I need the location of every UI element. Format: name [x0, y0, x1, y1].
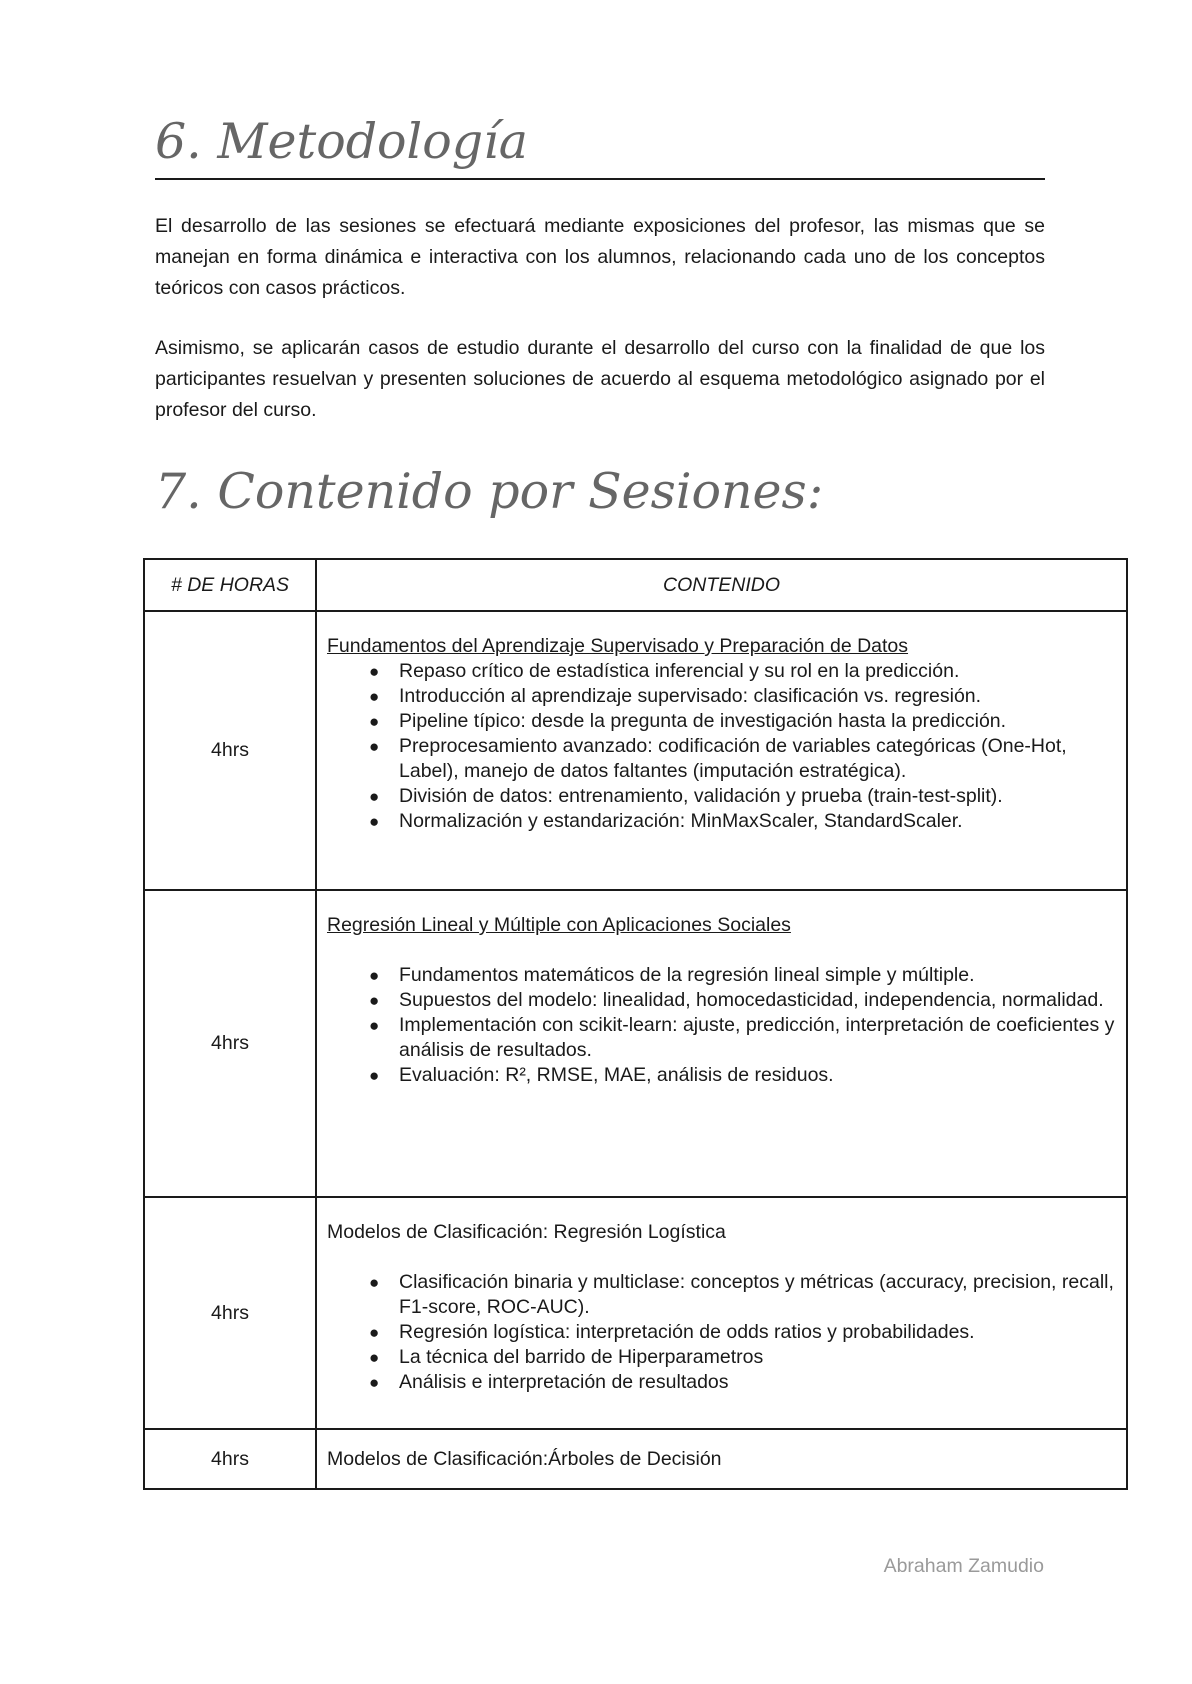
list-item — [369, 1270, 1116, 1320]
list-item-text: Supuestos del modelo: linealidad, homocedasticidad, independencia, normalidad. — [399, 989, 1104, 1011]
session-topic: Fundamentos del Aprendizaje Supervisado y Preparación de Datos — [327, 635, 909, 657]
list-item — [369, 784, 1116, 809]
table-header-row — [144, 559, 1127, 611]
bullet-icon: ● — [369, 991, 380, 1010]
bullet-icon: ● — [369, 1273, 380, 1292]
list-item-text: Preprocesamiento avanzado: codificación de variables categóricas (One-Hot, Label), manejo de datos faltantes (imputación estratégica). — [399, 735, 1067, 782]
list-item-text: Normalización y estandarización: MinMaxScaler, StandardScaler. — [399, 810, 963, 832]
bullet-icon: ● — [369, 1323, 380, 1342]
table-row — [144, 890, 1127, 1197]
list-item-text: Implementación con scikit-learn: ajuste, predicción, interpretación de coeficientes y análisis de resultados. — [399, 1014, 1115, 1061]
methodology-paragraph-2: Asimismo, se aplicarán casos de estudio durante el desarrollo del curso con la finalidad de que los participantes resuelvan y presenten soluciones de acuerdo al esquema metodológico asignado por el profesor del curso. — [155, 337, 1045, 421]
list-item-text: La técnica del barrido de Hiperparametros — [399, 1346, 764, 1368]
session-hours: 4hrs — [144, 1197, 316, 1429]
sessions-table — [143, 558, 1128, 1490]
header-content: CONTENIDO — [316, 559, 1127, 611]
session-points — [327, 659, 1116, 834]
list-item — [369, 709, 1116, 734]
bullet-icon: ● — [369, 812, 380, 831]
footer-author: Abraham Zamudio — [883, 1555, 1044, 1577]
list-item — [369, 734, 1116, 784]
list-item-text: Pipeline típico: desde la pregunta de investigación hasta la predicción. — [399, 710, 1007, 732]
session-hours: 4hrs — [144, 1429, 316, 1489]
session-points — [327, 963, 1116, 1088]
bullet-icon: ● — [369, 1348, 380, 1367]
bullet-icon: ● — [369, 712, 380, 731]
section-7-heading: 7. Contenido por Sesiones: — [155, 463, 824, 520]
list-item-text: División de datos: entrenamiento, validación y prueba (train-test-split). — [399, 785, 1003, 807]
table-row — [144, 1429, 1127, 1489]
session-content — [316, 1197, 1127, 1429]
session-topic: Modelos de Clasificación: Regresión Logística — [327, 1221, 726, 1243]
session-hours: 4hrs — [144, 890, 316, 1197]
bullet-icon: ● — [369, 1373, 380, 1392]
list-item-text: Fundamentos matemáticos de la regresión lineal simple y múltiple. — [399, 964, 975, 986]
session-topic: Regresión Lineal y Múltiple con Aplicaciones Sociales — [327, 914, 791, 936]
list-item — [369, 1063, 1116, 1088]
bullet-icon: ● — [369, 1016, 380, 1035]
header-hours: # DE HORAS — [144, 559, 316, 611]
session-content — [316, 890, 1127, 1197]
bullet-icon: ● — [369, 1066, 380, 1085]
list-item — [369, 1013, 1116, 1063]
list-item — [369, 963, 1116, 988]
list-item-text: Introducción al aprendizaje supervisado: clasificación vs. regresión. — [399, 685, 982, 707]
bullet-icon: ● — [369, 966, 380, 985]
list-item-text: Evaluación: R², RMSE, MAE, análisis de residuos. — [399, 1064, 834, 1086]
list-item — [369, 1345, 1116, 1370]
list-item — [369, 684, 1116, 709]
list-item-text: Regresión logística: interpretación de odds ratios y probabilidades. — [399, 1321, 975, 1343]
list-item — [369, 1370, 1116, 1395]
table-row — [144, 611, 1127, 890]
session-hours: 4hrs — [144, 611, 316, 890]
bullet-icon: ● — [369, 662, 380, 681]
list-item-text: Análisis e interpretación de resultados — [399, 1371, 729, 1393]
session-topic: Modelos de Clasificación:Árboles de Decisión — [327, 1447, 722, 1470]
list-item — [369, 809, 1116, 834]
session-content — [316, 1429, 1127, 1489]
bullet-icon: ● — [369, 737, 380, 756]
section-6-heading: 6. Metodología — [155, 112, 1045, 180]
list-item — [369, 659, 1116, 684]
bullet-icon: ● — [369, 687, 380, 706]
session-points — [327, 1270, 1116, 1395]
session-content — [316, 611, 1127, 890]
list-item-text: Repaso crítico de estadística inferencial y su rol en la predicción. — [399, 660, 960, 682]
bullet-icon: ● — [369, 787, 380, 806]
table-row — [144, 1197, 1127, 1429]
list-item — [369, 1320, 1116, 1345]
methodology-paragraph-1: El desarrollo de las sesiones se efectuará mediante exposiciones del profesor, las mismas que se manejan en forma dinámica e interactiva con los alumnos, relacionando cada uno de los conceptos teóricos con casos prácticos. — [155, 215, 1045, 299]
list-item-text: Clasificación binaria y multiclase: conceptos y métricas (accuracy, precision, recall, F1-score, ROC-AUC). — [399, 1271, 1114, 1318]
list-item — [369, 988, 1116, 1013]
